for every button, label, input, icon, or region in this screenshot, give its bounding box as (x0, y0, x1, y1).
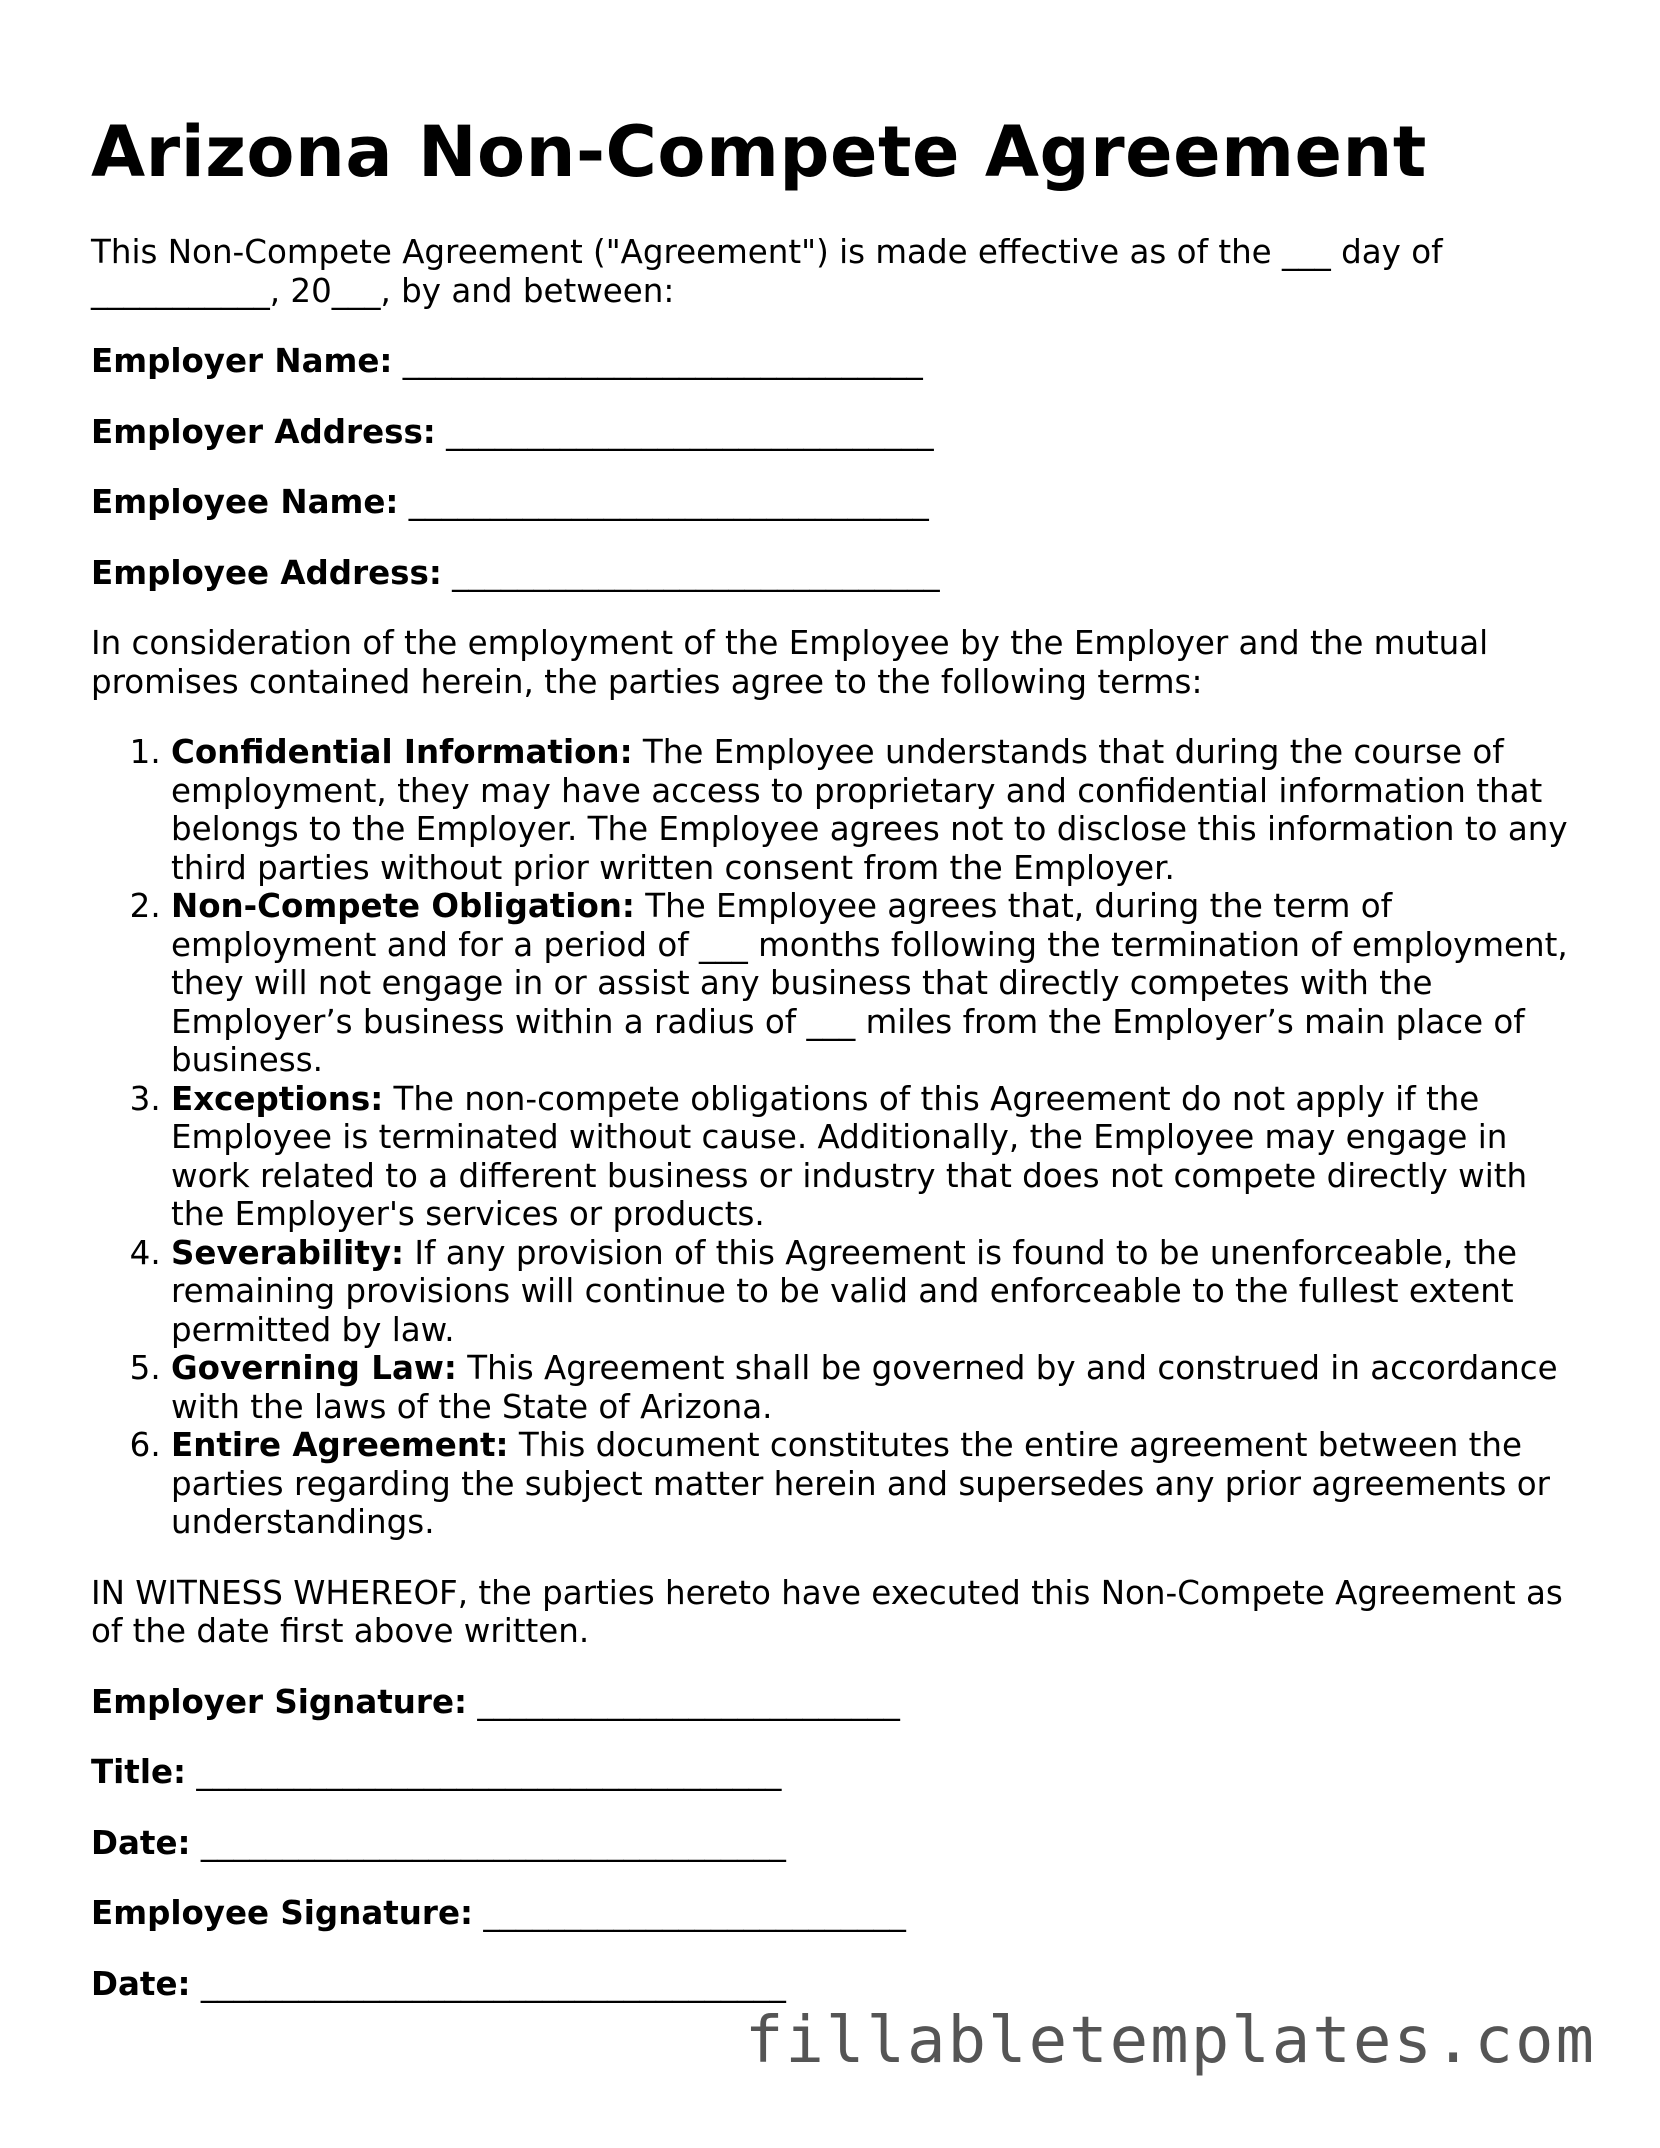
employee-address-field[interactable] (91, 554, 1571, 593)
employee-date-blank[interactable]: ____________________________________ (200, 1964, 786, 2003)
term-heading: Exceptions: (171, 1079, 384, 1118)
employee-name-label: Employee Name: (91, 483, 399, 521)
employee-signature-field[interactable] (91, 1894, 1571, 1933)
term-heading: Severability: (171, 1233, 405, 1272)
term-item (171, 1426, 1571, 1542)
document-page (91, 112, 1571, 2035)
employer-signature-blank[interactable]: __________________________ (477, 1682, 900, 1721)
employee-address-blank[interactable]: ______________________________ (452, 553, 940, 592)
employee-address-label: Employee Address: (91, 553, 442, 592)
intro-paragraph: This Non-Compete Agreement ("Agreement") is made effective as of the ___ day of ___________, 20___, by and between: (91, 233, 1443, 310)
employer-address-blank[interactable]: ______________________________ (446, 412, 934, 451)
term-text: This document constitutes the entire agreement between the parties regarding the subject matter herein and supersedes any prior agreements or understandings. (171, 1426, 1551, 1541)
title-field[interactable] (91, 1753, 1571, 1792)
term-item (171, 1349, 1571, 1426)
document-title: Arizona Non-Compete Agreement (91, 111, 1427, 193)
term-item (171, 733, 1571, 887)
employer-signature-field[interactable] (91, 1683, 1571, 1722)
employee-date-field[interactable] (91, 1965, 1571, 2004)
term-text: The Employee agrees that, during the term of employment and for a period of ___ months following the termination of employment, they will not engage in or assist any business that directly competes with the Employer’s business within a radius of ___ miles from the Employer’s main place of business. (171, 887, 1568, 1079)
employer-name-blank[interactable]: ________________________________ (402, 342, 923, 380)
employee-signature-label: Employee Signature: (91, 1894, 474, 1932)
employer-name-label: Employer Name: (91, 342, 393, 380)
employer-address-field[interactable] (91, 413, 1571, 452)
witness-paragraph: IN WITNESS WHEREOF, the parties hereto have executed this Non-Compete Agreement as of the date first above written. (91, 1573, 1563, 1650)
terms-list (91, 733, 1571, 1542)
term-heading: Confidential Information: (171, 733, 633, 771)
term-item (171, 1234, 1571, 1350)
watermark: fillabletemplates.com (744, 2004, 1596, 2078)
term-text: If any provision of this Agreement is found to be unenforceable, the remaining provisions will continue to be valid and enforceable to the fullest extent permitted by law. (171, 1233, 1518, 1349)
title-label: Title: (91, 1753, 187, 1791)
term-text: The Employee understands that during the course of employment, they may have access to proprietary and confidential information that belongs to the Employer. The Employee agrees not to disclose this information to any third parties without prior written consent from the Employer. (171, 733, 1568, 887)
term-heading: Non-Compete Obligation: (171, 887, 635, 925)
employer-date-label: Date: (91, 1823, 191, 1862)
term-heading: Governing Law: (171, 1349, 457, 1387)
term-item (171, 1080, 1571, 1234)
employer-name-field[interactable] (91, 342, 1571, 381)
term-text: The non-compete obligations of this Agreement do not apply if the Employee is terminated without cause. Additionally, the Employee may engage in work related to a different business or industry that does not compete directly with the Employer's services or products. (171, 1079, 1528, 1233)
term-text: This Agreement shall be governed by and construed in accordance with the laws of the State of Arizona. (171, 1349, 1558, 1426)
term-heading: Entire Agreement: (171, 1426, 509, 1464)
consideration-paragraph: In consideration of the employment of the Employee by the Employer and the mutual promises contained herein, the parties agree to the following terms: (91, 624, 1489, 701)
employee-name-field[interactable] (91, 483, 1571, 522)
employee-signature-blank[interactable]: __________________________ (483, 1894, 906, 1932)
employer-signature-label: Employer Signature: (91, 1682, 467, 1721)
employer-address-label: Employer Address: (91, 412, 436, 451)
title-blank[interactable]: ____________________________________ (196, 1753, 782, 1791)
employer-date-field[interactable] (91, 1824, 1571, 1863)
employer-date-blank[interactable]: ____________________________________ (200, 1823, 786, 1862)
term-item (171, 887, 1571, 1080)
employee-date-label: Date: (91, 1964, 191, 2003)
employee-name-blank[interactable]: ________________________________ (408, 483, 929, 521)
